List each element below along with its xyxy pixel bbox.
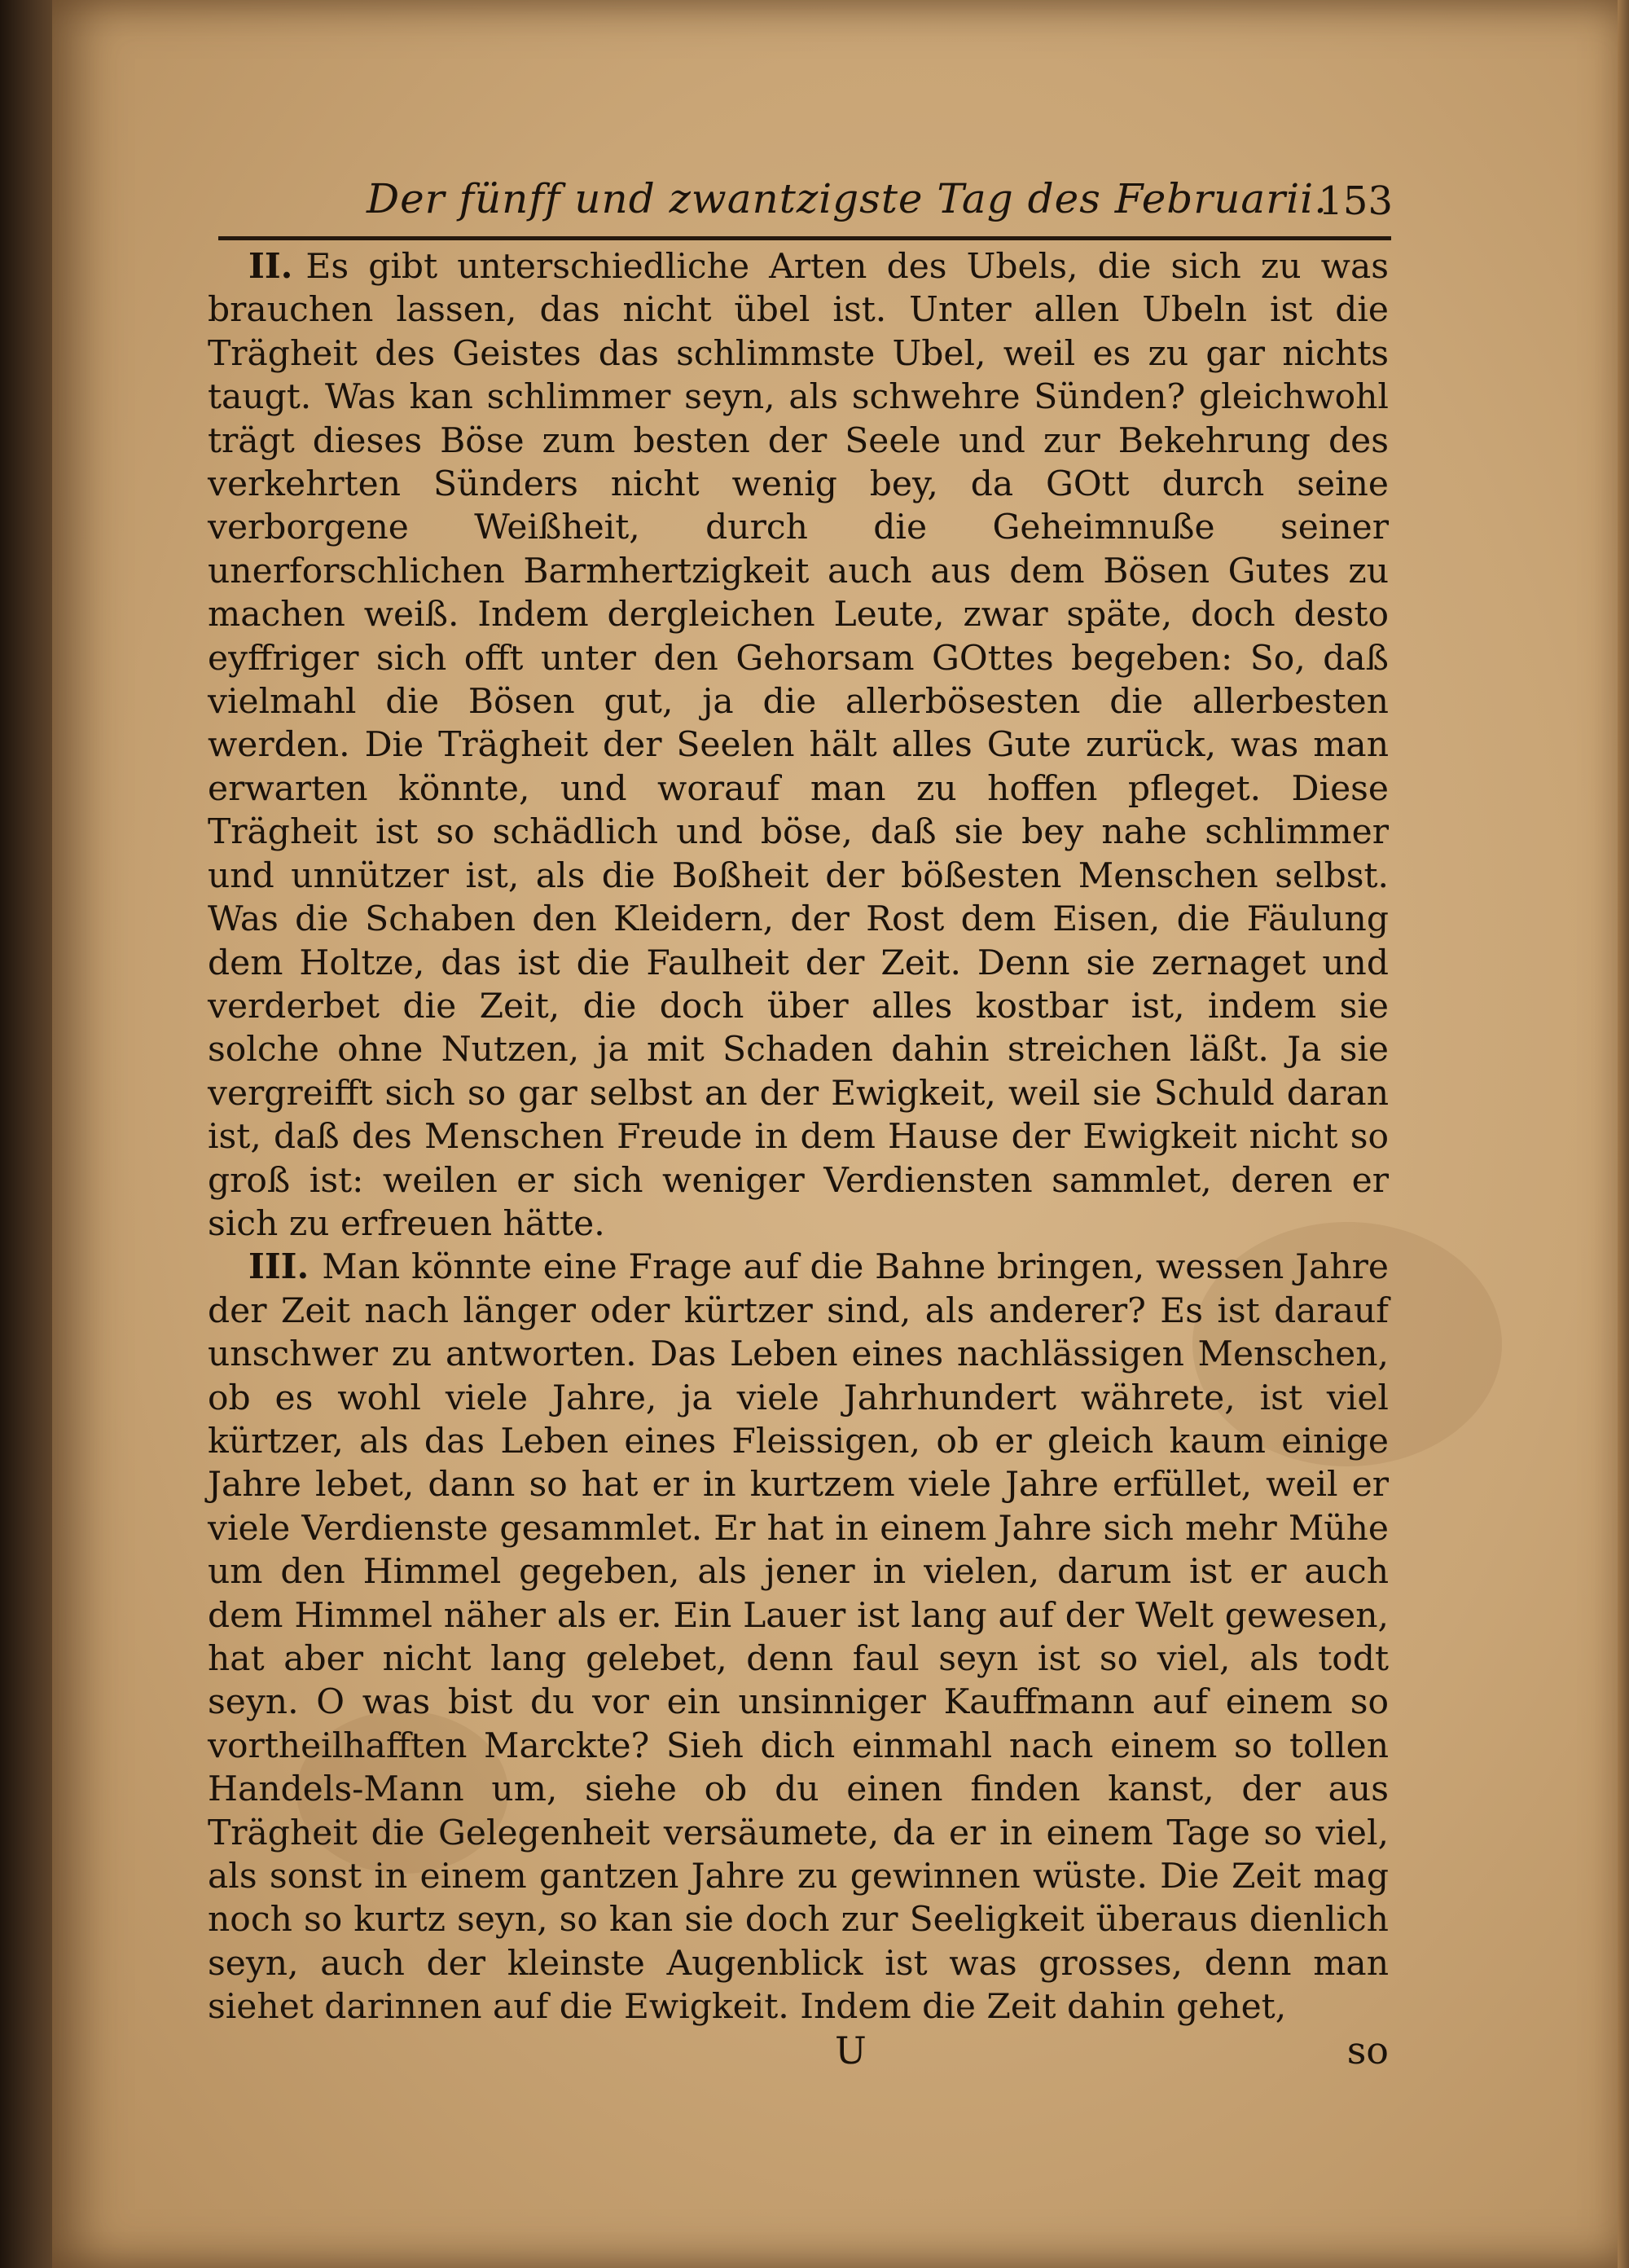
- page-header: [204, 175, 1393, 232]
- header-rule: [218, 236, 1391, 240]
- paragraph-number: II.: [248, 245, 293, 286]
- paragraph-text: Es gibt unterschiedliche Arten des Ubels, die sich zu was brauchen lassen, das nicht übel ist. Unter allen Ubeln ist die Trägheit des Geistes das schlimmste Ubel, weil es zu gar nichts taugt. Was kan schlimmer seyn, als schwehre Sünden? gleichwohl trägt dieses Böse zum besten der Seele und zur Bekehrung des verkehrten Sünders nicht wenig bey, da GOtt durch seine verborgene Weißheit, durch die Geheimnuße seiner unerforschlichen Barmhertzigkeit auch aus dem Bösen Gutes zu machen weiß. Indem dergleichen Leute, zwar späte, doch desto eyffriger sich offt unter den Gehorsam GOttes begeben: So, daß vielmahl die Bösen gut, ja die allerbösesten die allerbesten werden. Die Trägheit der Seelen hält alles Gute zurück, was man erwarten könnte, und worauf man zu hoffen pfleget. Diese Trägheit ist so schädlich und böse, daß sie bey nahe schlimmer und unnützer ist, als die Boßheit der bößesten Menschen selbst. Was die Schaben den Kleidern, der Rost dem Eisen, die Fäulung dem Holtze, das ist die Faulheit der Zeit. Denn sie zernaget und verderbet die Zeit, die doch über alles kostbar ist, indem sie solche ohne Nutzen, ja mit Schaden dahin streichen läßt. Ja sie vergreifft sich so gar selbst an der Ewigkeit, weil sie Schuld daran ist, daß des Menschen Freude in dem Hause der Ewigkeit nicht so groß ist: weilen er sich weniger Verdiensten sammlet, deren er sich zu erfreuen hätte.: [208, 246, 1389, 1243]
- paragraph-3: [208, 1245, 1389, 2028]
- paragraph-number: III.: [248, 1246, 310, 1287]
- body-text: [208, 244, 1389, 2028]
- running-title: Der fünff und zwantzigste Tag des Februarii.: [367, 175, 1328, 222]
- paragraph-2: [208, 244, 1389, 1245]
- page-number: 153: [1318, 178, 1393, 224]
- paragraph-text: Man könnte eine Frage auf die Bahne bringen, wessen Jahre der Zeit nach länger oder kürtzer sind, als anderer? Es ist darauf unschwer zu antworten. Das Leben eines nachlässigen Menschen, ob es wohl viele Jahre, ja viele Jahrhundert währete, ist viel kürtzer, als das Leben eines Fleissigen, ob er gleich kaum einige Jahre lebet, dann so hat er in kurtzem viele Jahre erfüllet, weil er viele Verdienste gesammlet. Er hat in einem Jahre sich mehr Mühe um den Himmel gegeben, als jener in vielen, darum ist er auch dem Himmel näher als er. Ein Lauer ist lang auf der Welt gewesen, hat aber nicht lang gelebet, denn faul seyn ist so viel, als todt seyn. O was bist du vor ein unsinniger Kauffmann auf einem so vortheilhafften Marckte? Sieh dich einmahl nach einem so tollen Handels-Mann um, siehe ob du einen finden kanst, der aus Trägheit die Gelegenheit versäumete, da er in einem Tage so viel, als sonst in einem gantzen Jahre zu gewinnen wüste. Die Zeit mag noch so kurtz seyn, so kan sie doch zur Seeligkeit überaus dienlich seyn, auch der kleinste Augenblick ist was grosses, denn man siehet darinnen auf die Ewigkeit. Indem die Zeit dahin gehet,: [208, 1246, 1389, 2027]
- page-footer: [208, 2028, 1389, 2077]
- signature-mark: U: [835, 2028, 867, 2072]
- catchword: so: [1346, 2028, 1389, 2072]
- page-edge: [1618, 0, 1629, 2268]
